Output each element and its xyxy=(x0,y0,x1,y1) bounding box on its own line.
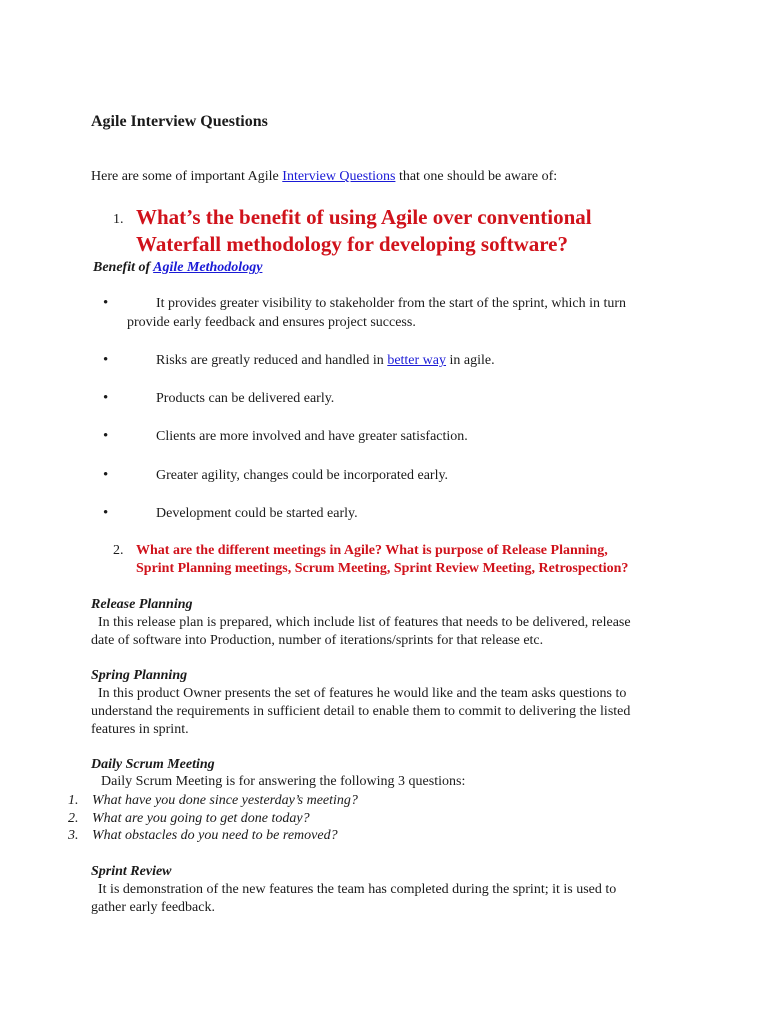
daily-scrum-item-number: 2. xyxy=(68,811,79,826)
question-1-heading xyxy=(136,204,696,258)
question-1-number: 1. xyxy=(113,212,124,227)
bullet-2-before: Risks are greatly reduced and handled in xyxy=(156,353,388,368)
bullet-3-text: Products can be delivered early. xyxy=(156,391,335,406)
intro-text-before: Here are some of important Agile xyxy=(91,169,283,184)
daily-scrum-heading: Daily Scrum Meeting xyxy=(91,757,215,772)
daily-scrum-intro: Daily Scrum Meeting is for answering the following 3 questions: xyxy=(101,774,466,789)
intro-paragraph xyxy=(91,168,557,186)
document-title: Agile Interview Questions xyxy=(91,113,268,130)
bullet-icon: • xyxy=(103,352,109,368)
question-2-line-1: What are the different meetings in Agile? What is purpose of Release Planning, xyxy=(136,543,608,558)
bullet-1-line-1: It provides greater visibility to stakeholder from the start of the sprint, which in turn xyxy=(156,296,627,311)
better-way-link[interactable]: better way xyxy=(387,353,447,368)
benefit-heading xyxy=(93,259,262,277)
bullet-icon: • xyxy=(103,390,109,406)
bullet-6-text: Development could be started early. xyxy=(156,506,358,521)
sprint-review-heading: Sprint Review xyxy=(91,864,172,879)
release-planning-line-1: In this release plan is prepared, which include list of features that needs to be delivered, release xyxy=(98,615,631,630)
intro-text-after: that one should be aware of: xyxy=(395,169,558,184)
bullet-5-text: Greater agility, changes could be incorporated early. xyxy=(156,468,449,483)
spring-planning-line-2: understand the requirements in sufficient detail to enable them to commit to delivering the listed xyxy=(91,704,631,719)
daily-scrum-item-text: What obstacles do you need to be removed? xyxy=(92,828,338,843)
daily-scrum-item-text: What are you going to get done today? xyxy=(92,811,310,826)
spring-planning-line-1: In this product Owner presents the set of features he would like and the team asks questions to xyxy=(98,686,627,701)
bullet-icon: • xyxy=(103,467,109,483)
daily-scrum-item-number: 1. xyxy=(68,793,79,808)
interview-questions-link[interactable]: Interview Questions xyxy=(282,169,396,184)
bullet-icon: • xyxy=(103,428,109,444)
release-planning-line-2: date of software into Production, number of iterations/sprints for that release etc. xyxy=(91,633,544,648)
bullet-icon: • xyxy=(103,295,109,311)
sprint-review-line-1: It is demonstration of the new features the team has completed during the sprint; it is used to xyxy=(98,882,617,897)
daily-scrum-item-number: 3. xyxy=(68,828,79,843)
bullet-2-text xyxy=(156,352,495,370)
spring-planning-line-3: features in sprint. xyxy=(91,722,189,737)
release-planning-heading: Release Planning xyxy=(91,597,193,612)
spring-planning-heading: Spring Planning xyxy=(91,668,188,683)
bullet-4-text: Clients are more involved and have greater satisfaction. xyxy=(156,429,468,444)
question-1-line-1: What’s the benefit of using Agile over conventional xyxy=(136,205,592,229)
question-2-line-2: Sprint Planning meetings, Scrum Meeting, Sprint Review Meeting, Retrospection? xyxy=(136,561,629,576)
benefit-prefix: Benefit of xyxy=(93,260,154,275)
bullet-1-line-2: provide early feedback and ensures project success. xyxy=(127,315,416,330)
question-2-number: 2. xyxy=(113,543,124,558)
daily-scrum-item-text: What have you done since yesterday’s meeting? xyxy=(92,793,358,808)
agile-methodology-link[interactable]: Agile Methodology xyxy=(153,260,263,275)
bullet-2-after: in agile. xyxy=(446,353,495,368)
question-1-line-2: Waterfall methodology for developing software? xyxy=(136,232,569,256)
bullet-icon: • xyxy=(103,505,109,521)
sprint-review-line-2: gather early feedback. xyxy=(91,900,215,915)
